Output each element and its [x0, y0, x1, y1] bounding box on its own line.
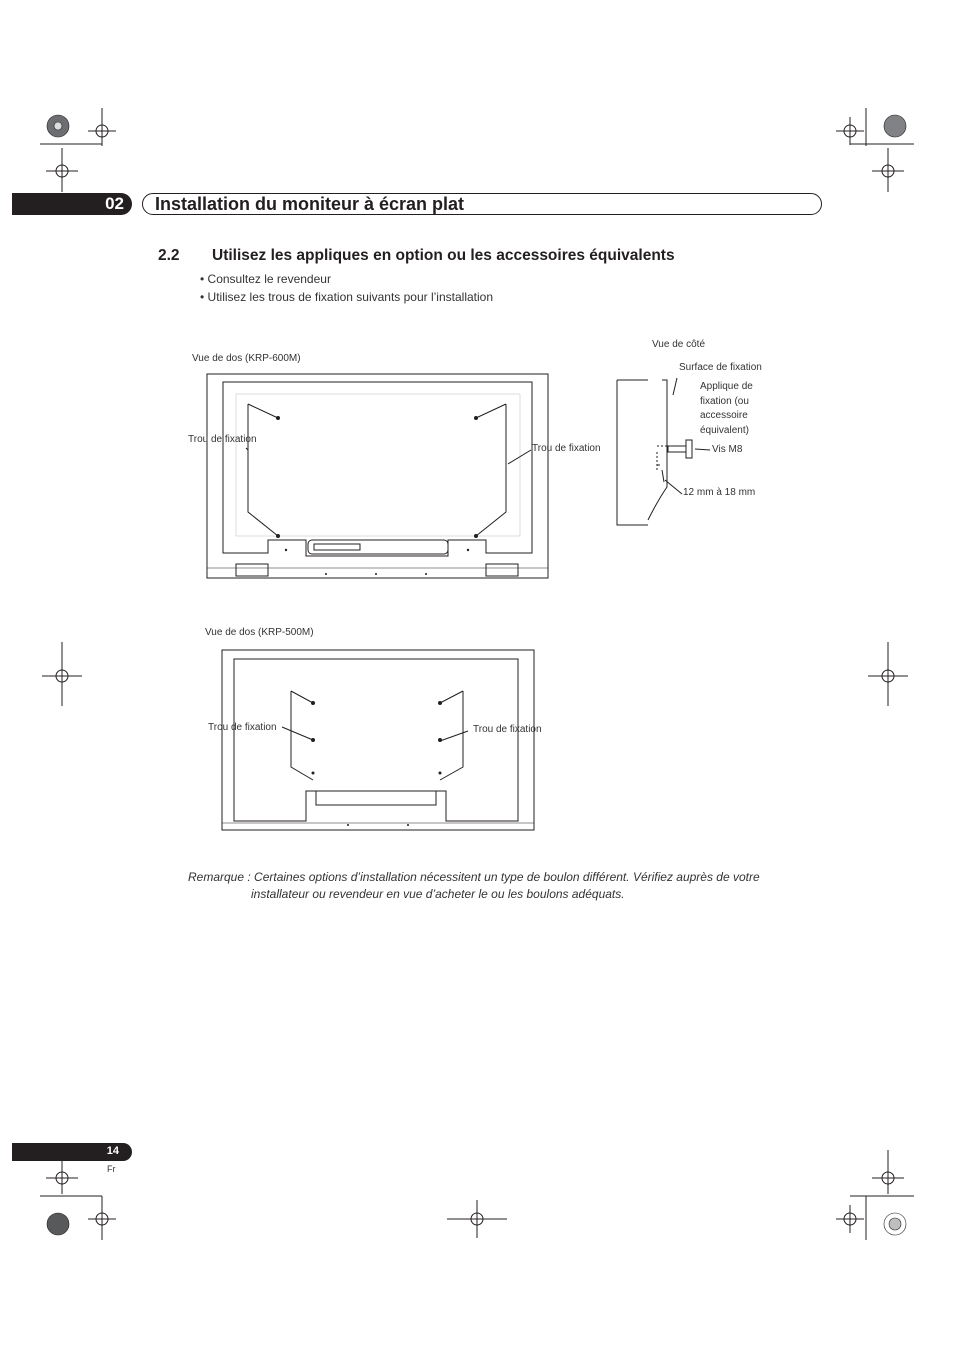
bracket-label-line: Applique de	[700, 381, 753, 392]
figure-500-caption: Vue de dos (KRP-500M)	[205, 627, 314, 638]
page-language: Fr	[107, 1164, 116, 1174]
side-view-caption: Vue de côté	[652, 339, 706, 350]
chapter-number: 02	[105, 194, 124, 213]
figure-600-right-label: Trou de fixation	[532, 443, 601, 454]
krp-600m-back-diagram	[186, 368, 566, 588]
page-badge	[12, 1143, 132, 1161]
bracket-label-line: équivalent)	[700, 424, 749, 436]
bracket-label-line: fixation (ou	[700, 395, 749, 407]
bracket-label-line: accessoire	[700, 410, 748, 421]
note-line-1: Remarque : Certaines options d’installation nécessitent un type de boulon différent. Vérifiez auprès de votre	[188, 870, 760, 884]
side-view-depth-label: 12 mm à 18 mm	[683, 487, 756, 498]
figure-600-caption: Vue de dos (KRP-600M)	[192, 353, 301, 364]
note-line-2: installateur ou revendeur en vue d’acheter le ou les boulons adéquats.	[251, 887, 625, 901]
chapter-title: Installation du moniteur à écran plat	[155, 194, 465, 214]
krp-500m-back-diagram	[218, 645, 538, 835]
section-number: 2.2	[158, 247, 180, 264]
figure-500-left-label: Trou de fixation	[208, 722, 277, 733]
bullet-item: • Consultez le revendeur	[200, 272, 331, 286]
bullet-item: • Utilisez les trous de fixation suivants pour l’installation	[200, 290, 494, 304]
chapter-badge	[12, 193, 132, 215]
side-view-surface-label: Surface de fixation	[679, 362, 762, 373]
figure-500-right-label: Trou de fixation	[473, 724, 542, 735]
installation-note	[188, 869, 760, 903]
section-title: Utilisez les appliques en option ou les accessoires équivalents	[212, 247, 675, 264]
page-number: 14	[106, 1145, 119, 1157]
figure-600-left-label: Trou de fixation	[188, 434, 257, 445]
chapter-header	[142, 193, 822, 215]
side-view-screw-label: Vis M8	[712, 444, 743, 455]
side-view-diagram	[610, 370, 720, 530]
